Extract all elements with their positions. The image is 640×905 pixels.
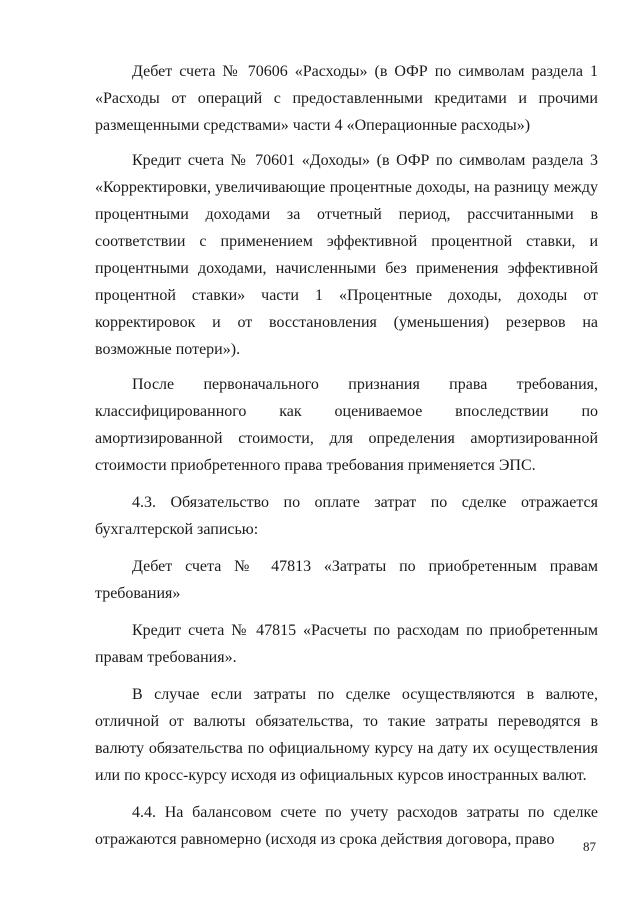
paragraph-credit-47815: Кредит счета № 47815 «Расчеты по расходам по приобретенным правам требования».: [95, 622, 598, 666]
page-number: 87: [583, 839, 596, 854]
paragraph-section-4-3: 4.3. Обязательство по оплате затрат по сделке отражается бухгалтерской записью:: [95, 494, 598, 538]
paragraph-debit-47813: Дебет счета № 47813 «Затраты по приобретенным правам требования»: [95, 558, 598, 602]
paragraph-initial-recognition: После первоначального признания права требования, классифицированного как оцениваемое впоследствии по амортизированной стоимости, для определения амортизированной стоимости приобретенного права требования применяется ЭПС.: [95, 376, 598, 474]
paragraph-debit-70606: Дебет счета № 70606 «Расходы» (в ОФР по символам раздела 1 «Расходы от операций с предоставленными кредитами и прочими размещенными средствами» части 4 «Операционные расходы»): [95, 63, 598, 134]
paragraph-currency-conversion: В случае если затраты по сделке осуществляются в валюте, отличной от валюты обязательства, то такие затраты переводятся в валюту обязательства по официальному курсу на дату их осуществления или по кросс-курсу исходя из официальных курсов иностранных валют.: [95, 686, 598, 784]
paragraph-credit-70601: Кредит счета № 70601 «Доходы» (в ОФР по символам раздела 3 «Корректировки, увеличивающие процентные доходы, на разницу между процентными доходами за отчетный период, рассчитанными в соответствии с применением эффективной процентной ставки, и процентными доходами, начисленными без применения эффективной процентной ставки» части 1 «Процентные доходы, доходы от корректировок и от восстановления (уменьшения) резервов на возможные потери»).: [95, 152, 598, 358]
document-body: [95, 58, 598, 853]
paragraph-section-4-4: 4.4. На балансовом счете по учету расходов затраты по сделке отражаются равномерно (исходя из срока действия договора, право: [95, 804, 598, 848]
